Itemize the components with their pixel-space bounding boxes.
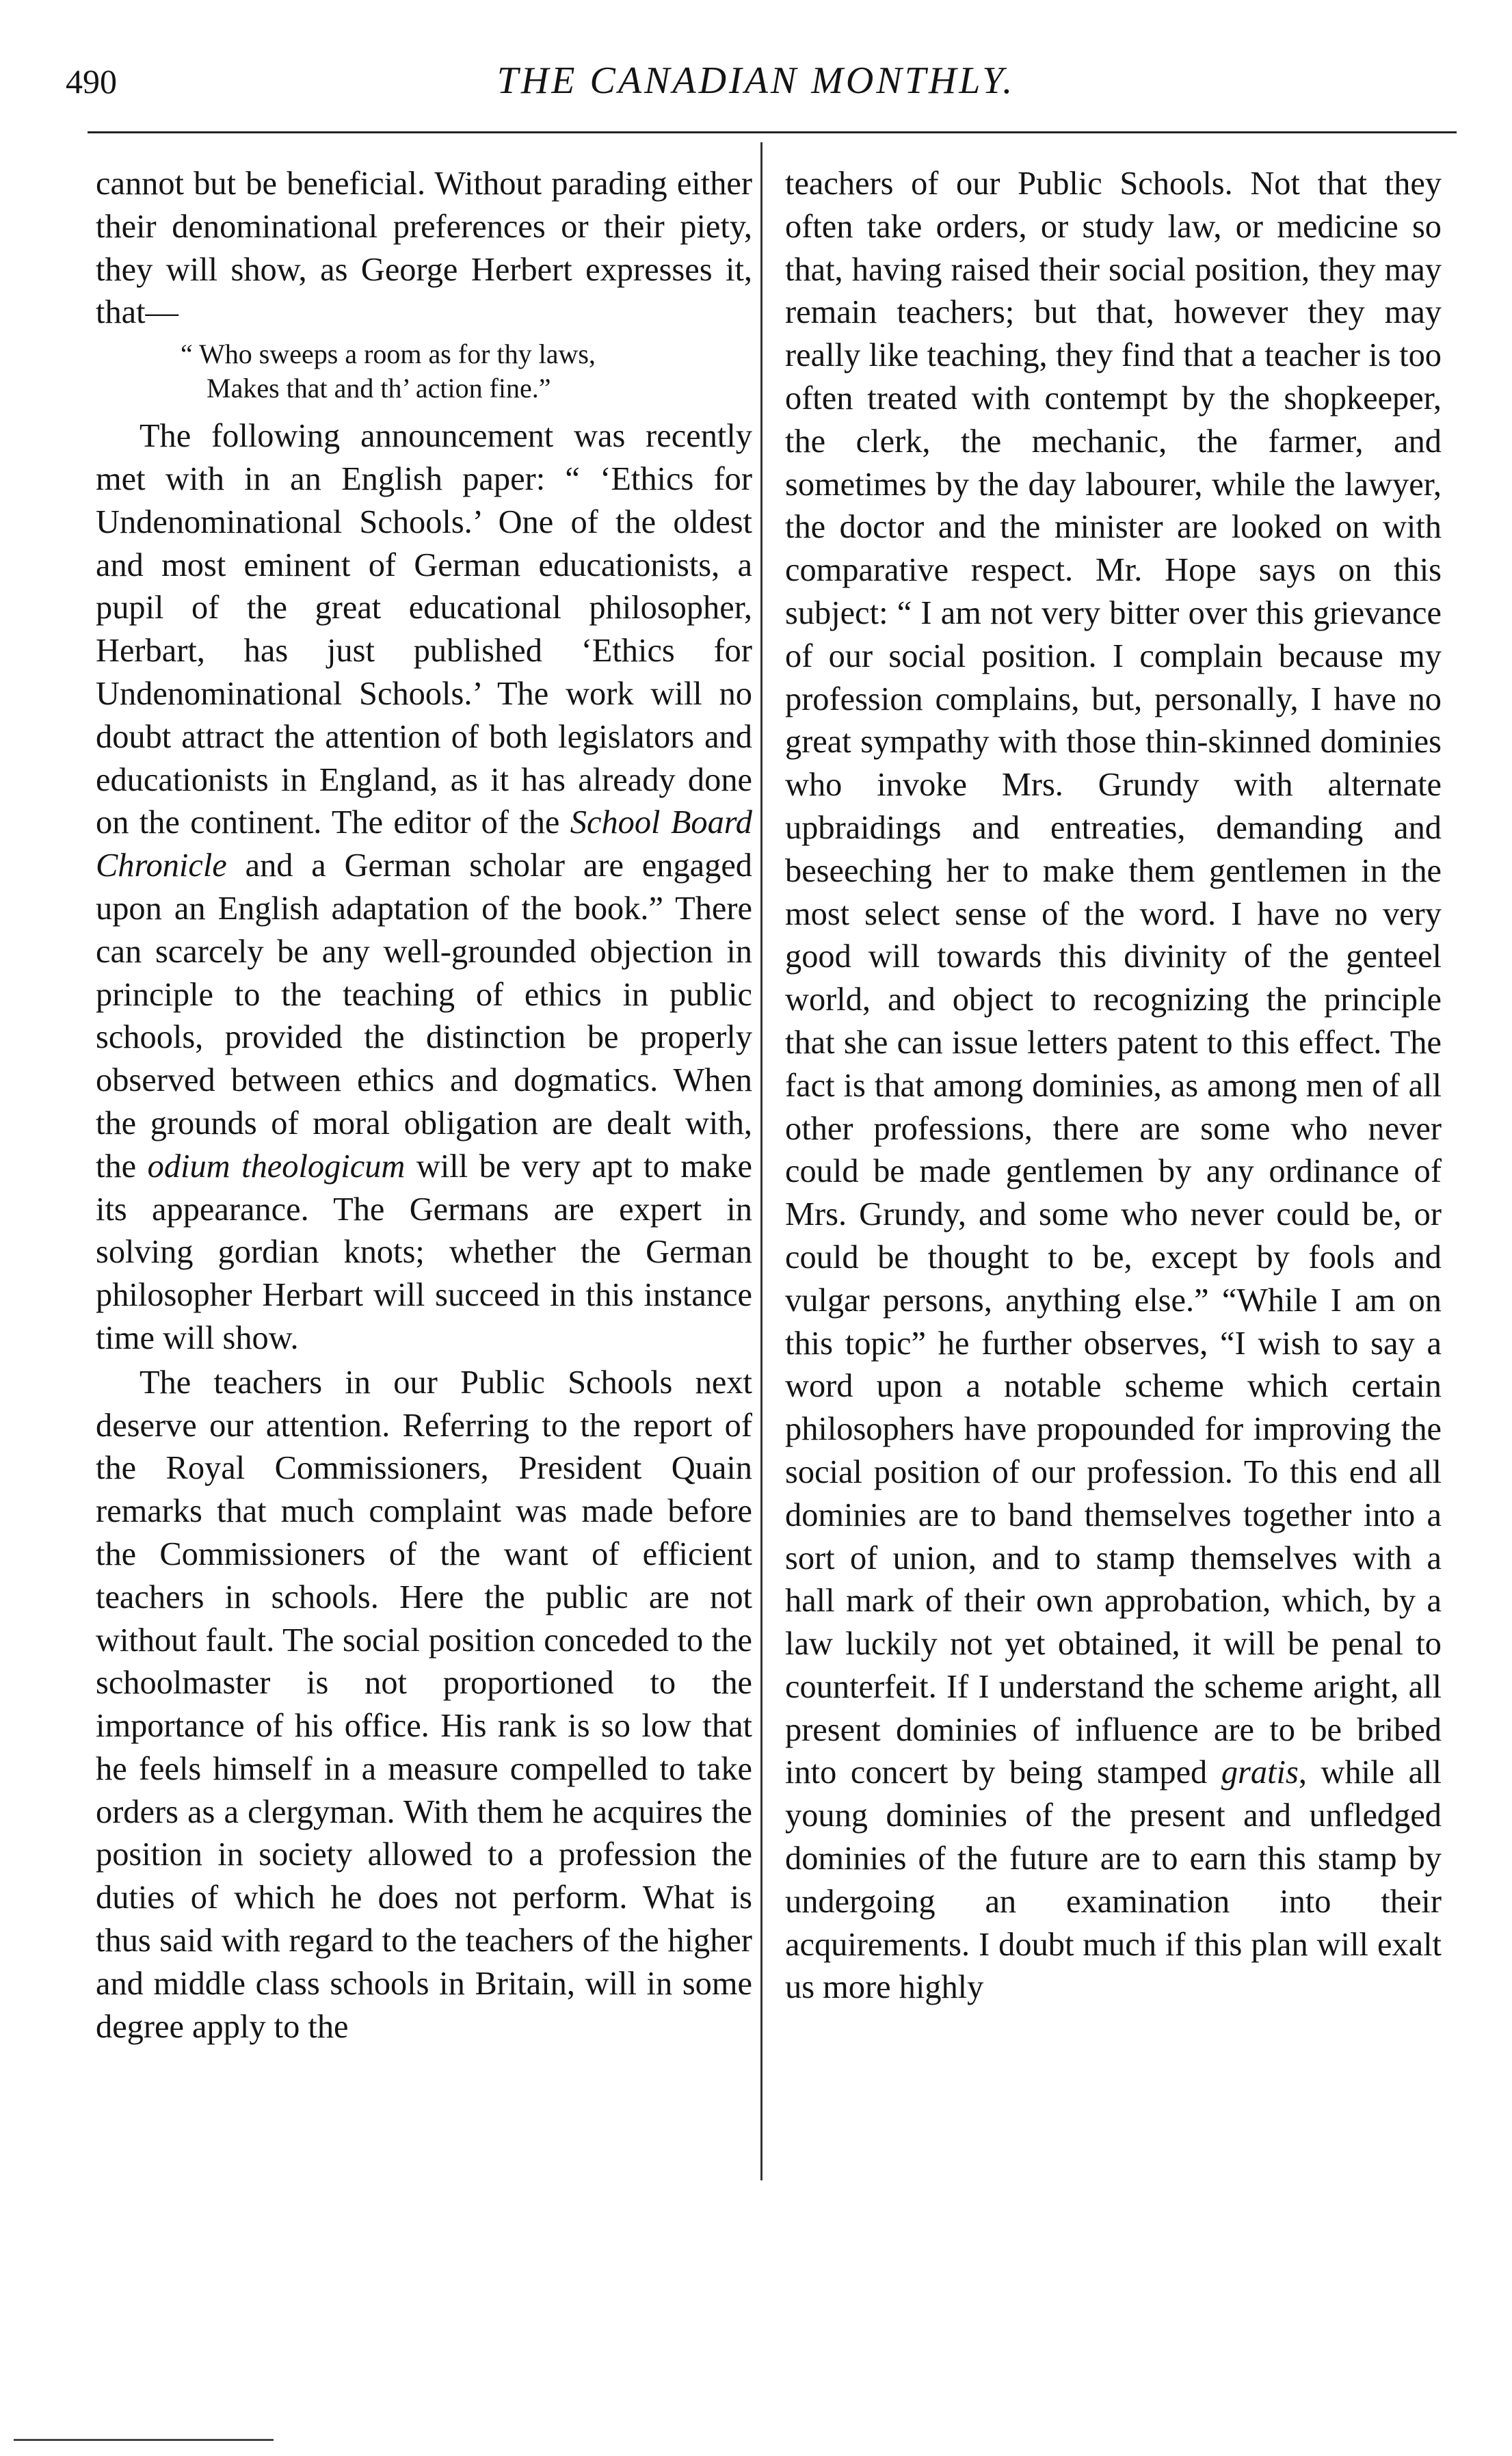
text-run: The following announcement was recently met with in an English paper: “ ‘Ethics for Undenominational Schools.’ One of the oldest and most eminent of German educationists, a pupil of the great educational philosopher, Herbart, has just published ‘Ethics for Undenominational Schools.’ The work will no doubt attract the attention of both legislators and educationists in England, as it has already done on the continent. The editor of the xyxy=(96,418,752,841)
page-number: 490 xyxy=(66,62,117,101)
text-run: teachers of our Public Schools. Not that they often take orders, or study law, or medicine so that, having raised their social position, they may remain teachers; but that, however they may really like teaching, they find that a teacher is too often treated with contempt by the shopkeeper, the clerk, the mechanic, the farmer, and sometimes by the day labourer, while the lawyer, the doctor and the minister are looked on with comparative respect. Mr. Hope says on this subject: “ I am not very bitter over this grievance of our social position. I complain because my profession complains, but, personally, I have no great sympathy with those thin-skinned dominies who invoke Mrs. Grundy with alternate upbraidings and entreaties, demanding and beseeching her to make them gentlemen in the most select sense of the word. I have no very good will towards this divinity of the genteel world, and object to recognizing the principle that she can issue letters patent to this effect. The fact is that among dominies, as among men of all other professions, there are some who never could be made gentlemen by any ordinance of Mrs. Grundy, and some who never could be, or could be thought to be, except by fools and vulgar persons, anything else.” “While I am on this topic” he further observes, “I wish to say a word upon a notable scheme which certain philosophers have propounded for improving the social position of our profession. To this end all dominies are to band themselves together into a sort of union, and to stamp themselves with a hall mark of their own approbation, which, by a law luckily not yet obtained, it will be penal to counterfeit. If I understand the scheme aright, all present dominies of influence are to be bribed into concert by being stamped xyxy=(785,166,1442,1791)
italic-title: School Board Chronicle xyxy=(96,804,752,884)
paragraph: cannot but be beneficial. Without parading either their denominational preferences or their piety, they will show, as George Herbert expresses it, that— xyxy=(96,166,752,331)
left-column xyxy=(96,163,752,2048)
text-run: and a German scholar are engaged upon an English adaptation of the book.” There can scarcely be any well-grounded objection in principle to the teaching of ethics in public schools, provided the distinction be properly observed between ethics and dogmatics. When the grounds of moral obligation are dealt with, the xyxy=(96,847,752,1185)
verse-quote xyxy=(96,337,752,406)
italic-word: gratis xyxy=(1221,1754,1299,1791)
right-column xyxy=(785,163,1442,2009)
running-head: THE CANADIAN MONTHLY. xyxy=(496,60,1016,102)
italic-phrase: odium theologicum xyxy=(147,1148,406,1185)
verse-line: “ Who sweeps a room as for thy laws, xyxy=(181,339,596,370)
text-run: will be very apt to make its appearance. The Germans are expert in solving gordian knots; whether the German philosopher Herbart will succeed in this instance time will show. xyxy=(96,1148,753,1356)
column-rule xyxy=(760,142,762,2180)
text-run: , while all young dominies of the present and unfledged dominies of the future are to earn this stamp by undergoing an examination into their acquirements. I doubt much if this plan will exalt us more highly xyxy=(785,1754,1442,2006)
header-rule xyxy=(88,131,1457,133)
paragraph xyxy=(96,415,752,1360)
paragraph xyxy=(785,163,1442,2009)
paragraph: The teachers in our Public Schools next deserve our attention. Referring to the report of the Royal Commissioners, President Quain remarks that much complaint was made before the Commissioners of the want of efficient teachers in schools. Here the public are not without fault. The social position conceded to the schoolmaster is not proportioned to the importance of his office. His rank is so low that he feels himself in a measure compelled to take orders as a clergyman. With them he acquires the position in society allowed to a profession the duties of which he does not perform. What is thus said with regard to the teachers of the higher and middle class schools in Britain, will in some degree apply to the xyxy=(96,1364,752,2045)
bottom-rule xyxy=(14,2439,274,2441)
verse-line: Makes that and th’ action fine.” xyxy=(207,373,551,404)
